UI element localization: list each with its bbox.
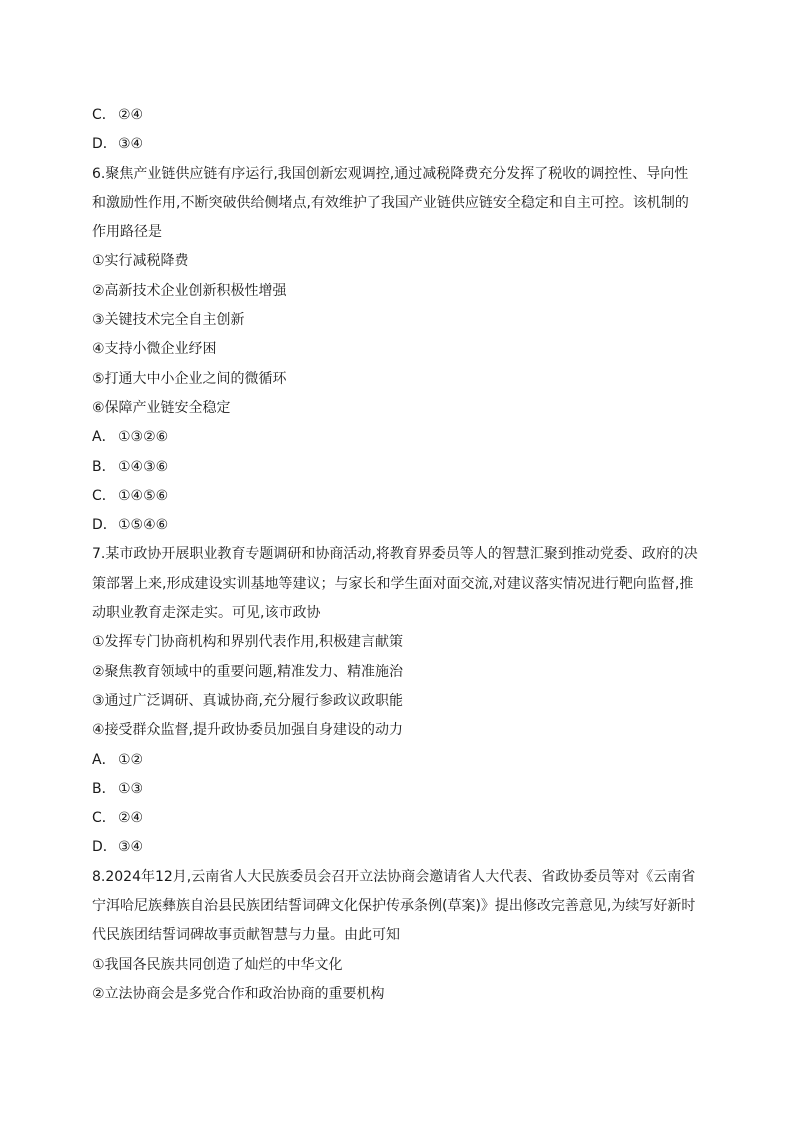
q6-option-a: A． ①③②⑥ [92, 429, 169, 446]
q6-item-4: ④支持小微企业纾困 [92, 341, 217, 358]
q7-option-c: C． ②④ [92, 810, 144, 827]
q6-item-2: ②高新技术企业创新积极性增强 [92, 282, 287, 299]
q6-item-6: ⑥保障产业链安全稳定 [92, 399, 231, 416]
q7-item-2: ②聚焦教育领域中的重要问题,精准发力、精准施治 [92, 663, 403, 680]
question-7 [92, 540, 702, 862]
q7-item-4: ④接受群众监督,提升政协委员加强自身建设的动力 [92, 722, 403, 739]
q6-option-b: B． ①④③⑥ [92, 458, 169, 475]
q5-options [92, 101, 702, 160]
q7-option-a: A． ①② [92, 751, 144, 768]
q6-item-1: ①实行减税降费 [92, 253, 189, 270]
q7-option-d: D．③④ [92, 839, 144, 856]
q7-item-1: ①发挥专门协商机构和界别代表作用,积极建言献策 [92, 634, 403, 651]
q7-stem: 7.某市政协开展职业教育专题调研和协商活动,将教育界委员等人的智慧汇聚到推动党委、政府的决 策部署上来,形成建设实训基地等建议；与家长和学生面对面交流,对建议落实情况进行靶向监督,推 动职业教育走深走实。可见,该市政协 [92, 546, 698, 622]
q8-item-1: ①我国各民族共同创造了灿烂的中华文化 [92, 956, 343, 973]
q8-item-2: ②立法协商会是多党合作和政治协商的重要机构 [92, 985, 385, 1002]
q7-item-3: ③通过广泛调研、真诚协商,充分履行参政议政职能 [92, 692, 403, 709]
q6-option-d: D．①⑤④⑥ [92, 517, 169, 534]
question-8 [92, 863, 702, 1009]
q6-item-5: ⑤打通大中小企业之间的微循环 [92, 370, 287, 387]
q5-option-d: D．③④ [92, 136, 144, 153]
q6-stem: 6.聚焦产业链供应链有序运行,我国创新宏观调控,通过减税降费充分发挥了税收的调控性、导向性 和激励性作用,不断突破供给侧堵点,有效维护了我国产业链供应链安全稳定和自主可控。该机制的 作用路径是 [92, 165, 689, 241]
q6-option-c: C． ①④⑤⑥ [92, 487, 169, 504]
q8-stem: 8.2024年12月,云南省人大民族委员会召开立法协商会邀请省人大代表、省政协委员等对《云南省 宁洱哈尼族彝族自治县民族团结誓词碑文化保护传承条例(草案)》提出修改完善意见,为续写好新时 代民族团结誓词碑故事贡献智慧与力量。由此可知 [92, 868, 696, 944]
q6-item-3: ③关键技术完全自主创新 [92, 312, 245, 329]
q7-option-b: B． ①③ [92, 780, 144, 797]
q5-option-c: C． ②④ [92, 107, 144, 123]
page-content [92, 101, 702, 1009]
question-6 [92, 160, 702, 541]
